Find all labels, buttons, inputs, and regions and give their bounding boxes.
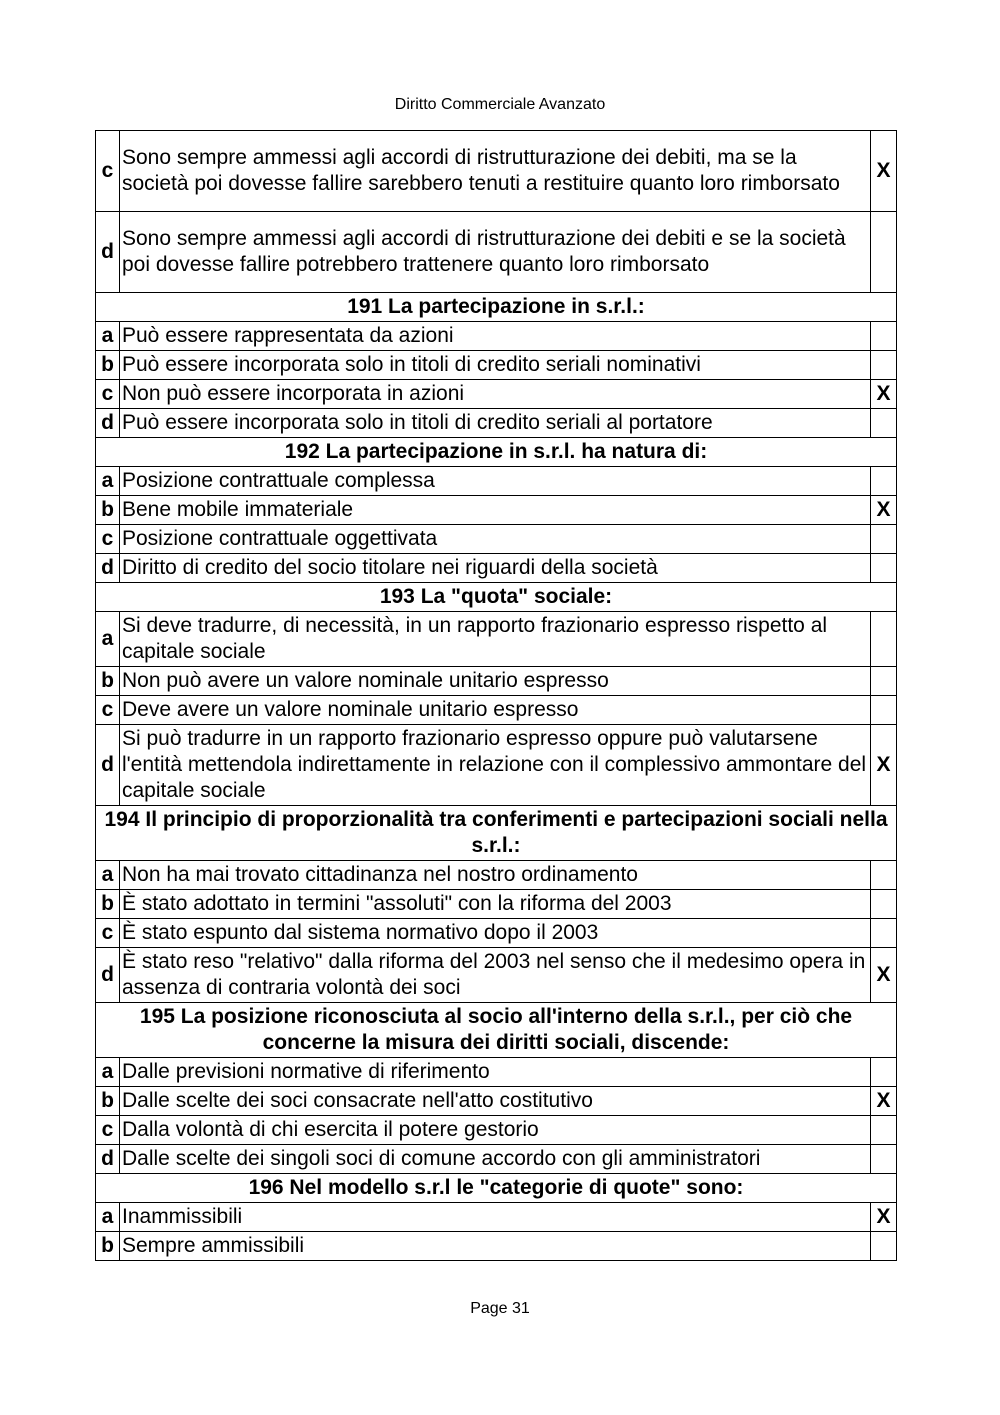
answer-text: Non può essere incorporata in azioni bbox=[120, 380, 871, 409]
page-header: Diritto Commerciale Avanzato bbox=[394, 96, 606, 113]
answer-mark bbox=[871, 467, 897, 496]
answer-letter: b bbox=[96, 890, 120, 919]
answer-text: Non può avere un valore nominale unitario espresso bbox=[120, 667, 871, 696]
answer-text: Si può tradurre in un rapporto frazionario espresso oppure può valutarsene l'entità mettendola indirettamente in relazione con il complessivo ammontare del capitale sociale bbox=[120, 725, 871, 806]
answer-mark bbox=[871, 890, 897, 919]
answer-letter: d bbox=[96, 409, 120, 438]
answer-mark bbox=[871, 1232, 897, 1261]
answer-mark bbox=[871, 612, 897, 667]
answer-mark bbox=[871, 667, 897, 696]
answer-row bbox=[96, 322, 897, 351]
question-row bbox=[96, 806, 897, 861]
answer-mark bbox=[871, 409, 897, 438]
answer-text: Si deve tradurre, di necessità, in un rapporto frazionario espresso rispetto al capitale sociale bbox=[120, 612, 871, 667]
answer-text: Bene mobile immateriale bbox=[120, 496, 871, 525]
answer-letter: c bbox=[96, 919, 120, 948]
answer-letter: b bbox=[96, 667, 120, 696]
answer-text: Posizione contrattuale oggettivata bbox=[120, 525, 871, 554]
answer-row bbox=[96, 667, 897, 696]
answer-mark bbox=[871, 696, 897, 725]
answer-mark: X bbox=[871, 496, 897, 525]
answer-row bbox=[96, 212, 897, 293]
answer-row bbox=[96, 1145, 897, 1174]
answer-row bbox=[96, 612, 897, 667]
answer-text: È stato reso "relativo" dalla riforma del 2003 nel senso che il medesimo opera in assenza di contraria volontà dei soci bbox=[120, 948, 871, 1003]
answer-letter: b bbox=[96, 1087, 120, 1116]
answer-letter: a bbox=[96, 612, 120, 667]
answer-letter: a bbox=[96, 861, 120, 890]
answer-letter: c bbox=[96, 1116, 120, 1145]
answer-letter: d bbox=[96, 948, 120, 1003]
answer-text: Dalle previsioni normative di riferimento bbox=[120, 1058, 871, 1087]
answer-letter: c bbox=[96, 131, 120, 212]
quiz-table bbox=[95, 130, 897, 1261]
answer-row bbox=[96, 1058, 897, 1087]
answer-letter: c bbox=[96, 696, 120, 725]
answer-mark bbox=[871, 554, 897, 583]
answer-mark bbox=[871, 525, 897, 554]
answer-mark bbox=[871, 322, 897, 351]
answer-text: Deve avere un valore nominale unitario espresso bbox=[120, 696, 871, 725]
answer-text: Può essere incorporata solo in titoli di credito seriali nominativi bbox=[120, 351, 871, 380]
answer-text: È stato espunto dal sistema normativo dopo il 2003 bbox=[120, 919, 871, 948]
answer-letter: a bbox=[96, 1203, 120, 1232]
answer-row bbox=[96, 409, 897, 438]
answer-row bbox=[96, 861, 897, 890]
question-row bbox=[96, 1003, 897, 1058]
answer-row bbox=[96, 131, 897, 212]
answer-row bbox=[96, 1087, 897, 1116]
answer-letter: a bbox=[96, 322, 120, 351]
page-number: Page 31 bbox=[470, 1300, 530, 1317]
answer-row bbox=[96, 1203, 897, 1232]
answer-text: È stato adottato in termini "assoluti" con la riforma del 2003 bbox=[120, 890, 871, 919]
question-title: 191 La partecipazione in s.r.l.: bbox=[96, 293, 897, 322]
answer-row bbox=[96, 725, 897, 806]
answer-mark: X bbox=[871, 948, 897, 1003]
answer-text: Dalla volontà di chi esercita il potere gestorio bbox=[120, 1116, 871, 1145]
answer-letter: d bbox=[96, 212, 120, 293]
answer-mark bbox=[871, 351, 897, 380]
answer-row bbox=[96, 351, 897, 380]
answer-mark bbox=[871, 1116, 897, 1145]
answer-row bbox=[96, 525, 897, 554]
question-title: 195 La posizione riconosciuta al socio all'interno della s.r.l., per ciò che concerne la misura dei diritti sociali, discende: bbox=[96, 1003, 897, 1058]
answer-letter: d bbox=[96, 554, 120, 583]
answer-text: Può essere rappresentata da azioni bbox=[120, 322, 871, 351]
answer-text: Posizione contrattuale complessa bbox=[120, 467, 871, 496]
answer-text: Sono sempre ammessi agli accordi di ristrutturazione dei debiti, ma se la società poi dovesse fallire sarebbero tenuti a restituire quanto loro rimborsato bbox=[120, 131, 871, 212]
answer-row bbox=[96, 496, 897, 525]
answer-text: Inammissibili bbox=[120, 1203, 871, 1232]
answer-row bbox=[96, 890, 897, 919]
answer-letter: c bbox=[96, 525, 120, 554]
question-title: 193 La "quota" sociale: bbox=[96, 583, 897, 612]
answer-mark: X bbox=[871, 1203, 897, 1232]
question-row bbox=[96, 438, 897, 467]
answer-mark bbox=[871, 1145, 897, 1174]
answer-letter: d bbox=[96, 725, 120, 806]
answer-mark: X bbox=[871, 1087, 897, 1116]
answer-row bbox=[96, 919, 897, 948]
answer-letter: d bbox=[96, 1145, 120, 1174]
answer-row bbox=[96, 696, 897, 725]
answer-row bbox=[96, 554, 897, 583]
answer-mark: X bbox=[871, 131, 897, 212]
answer-mark bbox=[871, 212, 897, 293]
answer-letter: b bbox=[96, 496, 120, 525]
answer-text: Dalle scelte dei singoli soci di comune accordo con gli amministratori bbox=[120, 1145, 871, 1174]
question-title: 192 La partecipazione in s.r.l. ha natura di: bbox=[96, 438, 897, 467]
answer-text: Sempre ammissibili bbox=[120, 1232, 871, 1261]
answer-text: Non ha mai trovato cittadinanza nel nostro ordinamento bbox=[120, 861, 871, 890]
answer-mark: X bbox=[871, 725, 897, 806]
question-row bbox=[96, 293, 897, 322]
question-title: 194 Il principio di proporzionalità tra conferimenti e partecipazioni sociali nella s.r.l.: bbox=[96, 806, 897, 861]
answer-letter: b bbox=[96, 1232, 120, 1261]
answer-letter: b bbox=[96, 351, 120, 380]
answer-row bbox=[96, 1232, 897, 1261]
answer-text: Sono sempre ammessi agli accordi di ristrutturazione dei debiti e se la società poi dovesse fallire potrebbero trattenere quanto loro rimborsato bbox=[120, 212, 871, 293]
answer-mark bbox=[871, 861, 897, 890]
answer-row bbox=[96, 948, 897, 1003]
answer-mark bbox=[871, 919, 897, 948]
answer-row bbox=[96, 467, 897, 496]
answer-text: Dalle scelte dei soci consacrate nell'atto costitutivo bbox=[120, 1087, 871, 1116]
question-row bbox=[96, 583, 897, 612]
answer-row bbox=[96, 1116, 897, 1145]
question-title: 196 Nel modello s.r.l le "categorie di quote" sono: bbox=[96, 1174, 897, 1203]
answer-letter: a bbox=[96, 1058, 120, 1087]
answer-text: Diritto di credito del socio titolare nei riguardi della società bbox=[120, 554, 871, 583]
answer-mark: X bbox=[871, 380, 897, 409]
answer-row bbox=[96, 380, 897, 409]
answer-letter: a bbox=[96, 467, 120, 496]
answer-mark bbox=[871, 1058, 897, 1087]
question-row bbox=[96, 1174, 897, 1203]
answer-letter: c bbox=[96, 380, 120, 409]
answer-text: Può essere incorporata solo in titoli di credito seriali al portatore bbox=[120, 409, 871, 438]
